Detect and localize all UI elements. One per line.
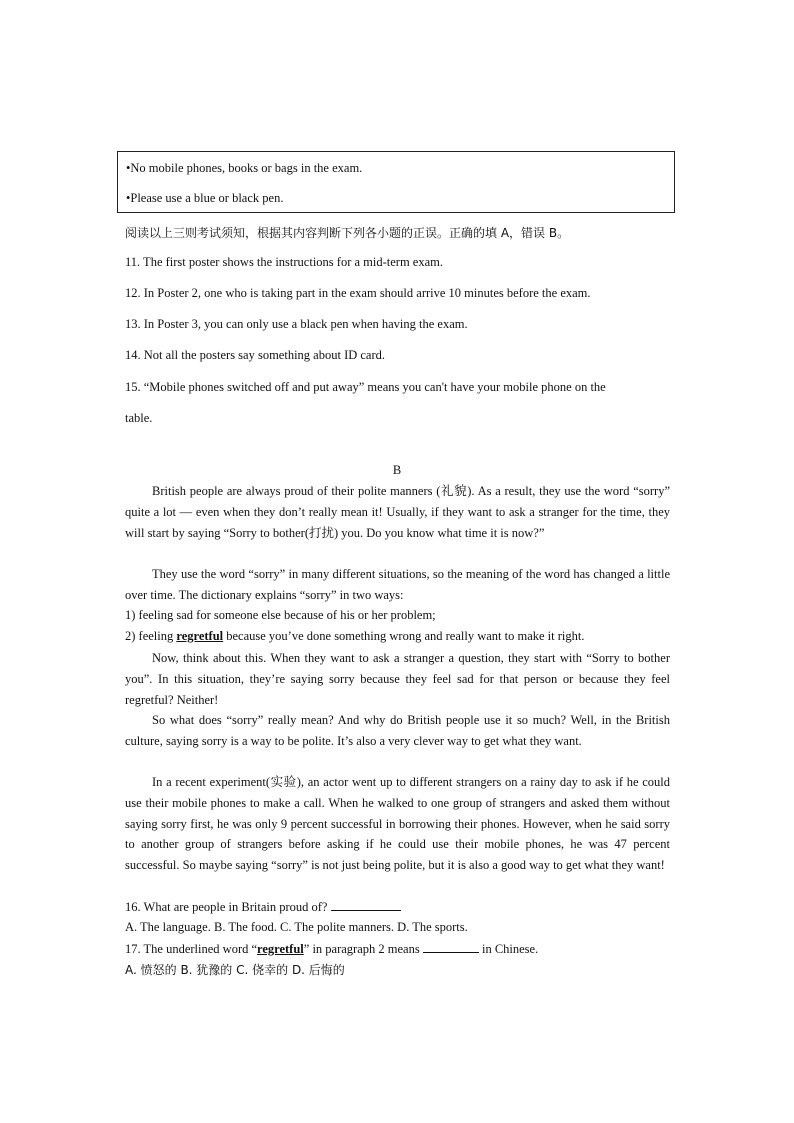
passage-paragraph-2-text: They use the word “sorry” in many different situations, so the meaning of the word has changed a little over time. The dictionary explains “sorry” in two ways: [125,567,670,602]
exam-rules-box [117,151,675,213]
question-16-options: A. The language. B. The food. C. The polite manners. D. The sports. [125,920,468,934]
question-16 [125,899,401,915]
definition-1: 1) feeling sad for someone else because of his or her problem; [125,608,436,622]
passage-paragraph-1 [125,481,670,543]
question-13: 13. In Poster 3, you can only use a black pen when having the exam. [125,317,468,331]
passage-paragraph-5-text: In a recent experiment(实验), an actor went up to different strangers on a rainy day to ask if he could use their mobile phones to make a call. When he walked to one group of strangers and asked them without saying sorry first, he was only 9 percent successful in borrowing their phones. However, when he said sorry to another group of strangers before asking if he could use their mobile phones, he was 47 percent successful. So maybe saying “sorry” is not just being polite, but it is also a good way to get what they want! [125,775,670,873]
section-title: B [392,463,402,477]
instruction-text: 阅读以上三则考试须知，根据其内容判断下列各小题的正误。正确的填 A，错误 B。 [125,226,570,240]
question-11: 11. The first poster shows the instructions for a mid-term exam. [125,255,443,269]
question-15: 15. “Mobile phones switched off and put away” means you can't have your mobile phone on the [125,380,606,394]
question-17-options: A. 愤怒的 B. 犹豫的 C. 侥幸的 D. 后悔的 [125,963,345,977]
question-17-end: in Chinese. [478,942,539,956]
question-17 [125,941,538,957]
question-17-start: 17. The underlined word “ [125,942,258,956]
underlined-word-regretful-ref: regretful [257,942,304,956]
passage-paragraph-3-text: Now, think about this. When they want to ask a stranger a question, they start with “Sorry to bother you”. In this situation, they’re saying sorry because they feel sad for that person or because they feel regretful? Neither! [125,651,670,707]
rule-no-phones: •No mobile phones, books or bags in the exam. [126,161,363,175]
answer-blank-17[interactable] [423,941,479,953]
passage-paragraph-4 [125,710,670,752]
definition-2-end: because you’ve done something wrong and really want to make it right. [223,629,585,643]
passage-paragraph-5 [125,772,670,876]
answer-blank-16[interactable] [331,899,401,911]
passage-paragraph-3 [125,648,670,710]
definition-2-start: 2) feeling [125,629,177,643]
question-12: 12. In Poster 2, one who is taking part in the exam should arrive 10 minutes before the exam. [125,286,591,300]
passage-paragraph-4-text: So what does “sorry” really mean? And why do British people use it so much? Well, in the British culture, saying sorry is a way to be polite. It’s also a very clever way to get what they want. [125,713,670,748]
passage-paragraph-1-text: British people are always proud of their polite manners (礼貌). As a result, they use the word “sorry” quite a lot — even when they don’t really mean it! Usually, if they want to ask a stranger for the time, they will start by saying “Sorry to bother(打扰) you. Do you know what time it is now?” [125,484,670,540]
question-16-text: 16. What are people in Britain proud of? [125,900,328,914]
definition-2 [125,629,584,644]
rule-pen: •Please use a blue or black pen. [126,191,284,205]
underlined-word-regretful: regretful [176,629,224,643]
passage-paragraph-2 [125,564,670,606]
question-17-middle: ” in paragraph 2 means [303,942,423,956]
question-15-continued: table. [125,411,153,425]
question-14: 14. Not all the posters say something about ID card. [125,348,386,362]
